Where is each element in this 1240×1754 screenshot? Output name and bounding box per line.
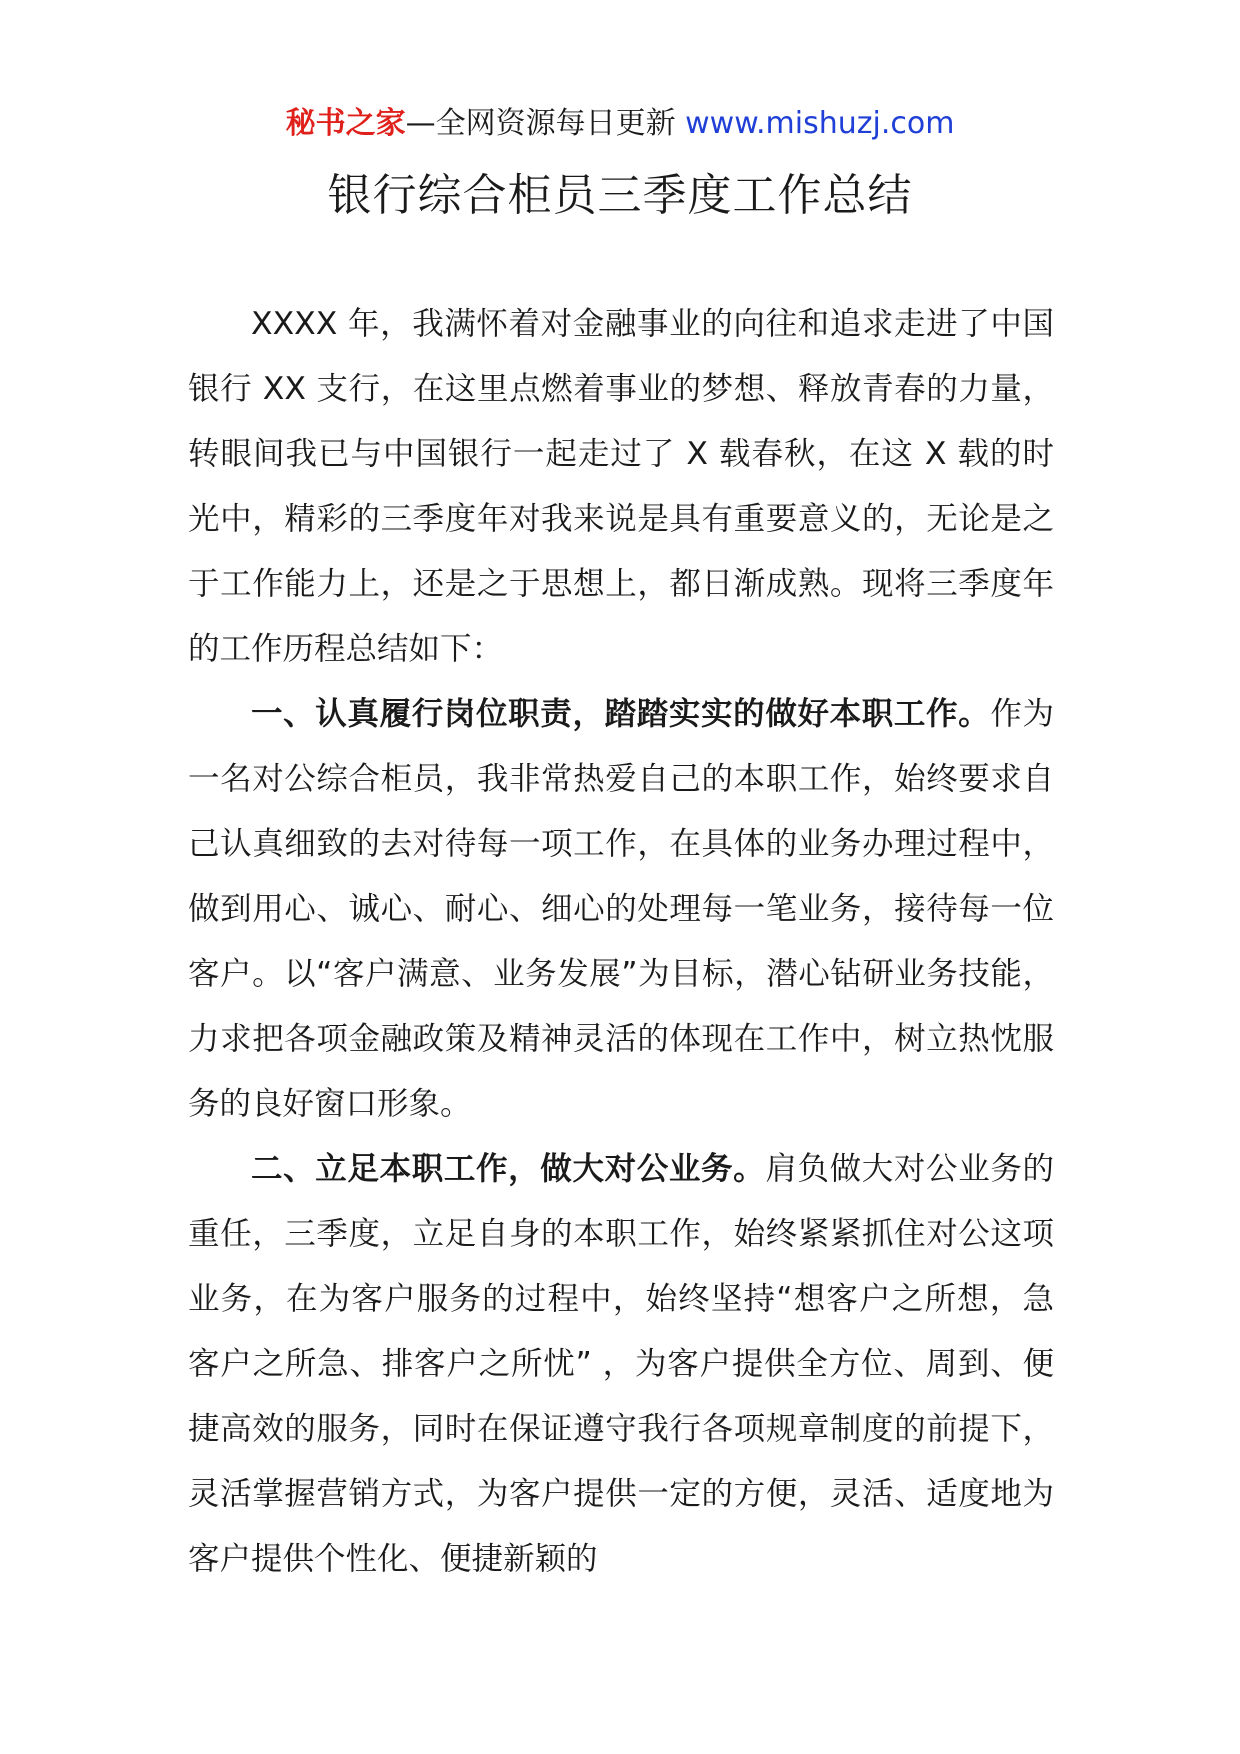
site-url[interactable]: www.mishuzj.com: [685, 106, 955, 141]
paragraph-section-1: [188, 682, 1054, 1137]
paragraph-text: 作为一名对公综合柜员，我非常热爱自己的本职工作，始终要求自己认真细致的去对待每一项工作，在具体的业务办理过程中，做到用心、诚心、耐心、细心的处理每一笔业务，接待每一位客户。以“客户满意、业务发展”为目标，潜心钻研业务技能，力求把各项金融政策及精神灵活的体现在工作中，树立热忱服务的良好窗口形象。: [188, 696, 1054, 1122]
brand-name: 秘书之家: [285, 106, 406, 141]
section-heading: 二、立足本职工作，做大对公业务。: [251, 1151, 766, 1187]
section-heading: 一、认真履行岗位职责，踏踏实实的做好本职工作。: [251, 696, 991, 732]
paragraph-text: 肩负做大对公业务的重任，三季度，立足自身的本职工作，始终紧紧抓住对公这项业务，在为客户服务的过程中，始终坚持“想客户之所想，急客户之所急、排客户之所忧” ，为客户提供全方位、周到、便捷高效的服务，同时在保证遵守我行各项规章制度的前提下，灵活掌握营销方式，为客户提供一定的方便，灵活、适度地为客户提供个性化、便捷新颖的: [188, 1151, 1054, 1577]
paragraph-text: XXXX 年，我满怀着对金融事业的向往和追求走进了中国银行 XX 支行，在这里点燃着事业的梦想、释放青春的力量，转眼间我已与中国银行一起走过了 X 载春秋，在这 X 载的时光中，精彩的三季度年对我来说是具有重要意义的，无论是之于工作能力上，还是之于思想上，都日渐成熟。现将三季度年的工作历程总结如下：: [188, 306, 1054, 667]
site-header: [0, 104, 1240, 144]
paragraph-section-2: [188, 1137, 1054, 1592]
header-tagline: —全网资源每日更新: [405, 106, 676, 141]
document-title: 银行综合柜员三季度工作总结: [327, 170, 913, 221]
paragraph-intro: [188, 292, 1054, 682]
document-body: [188, 292, 1054, 1592]
